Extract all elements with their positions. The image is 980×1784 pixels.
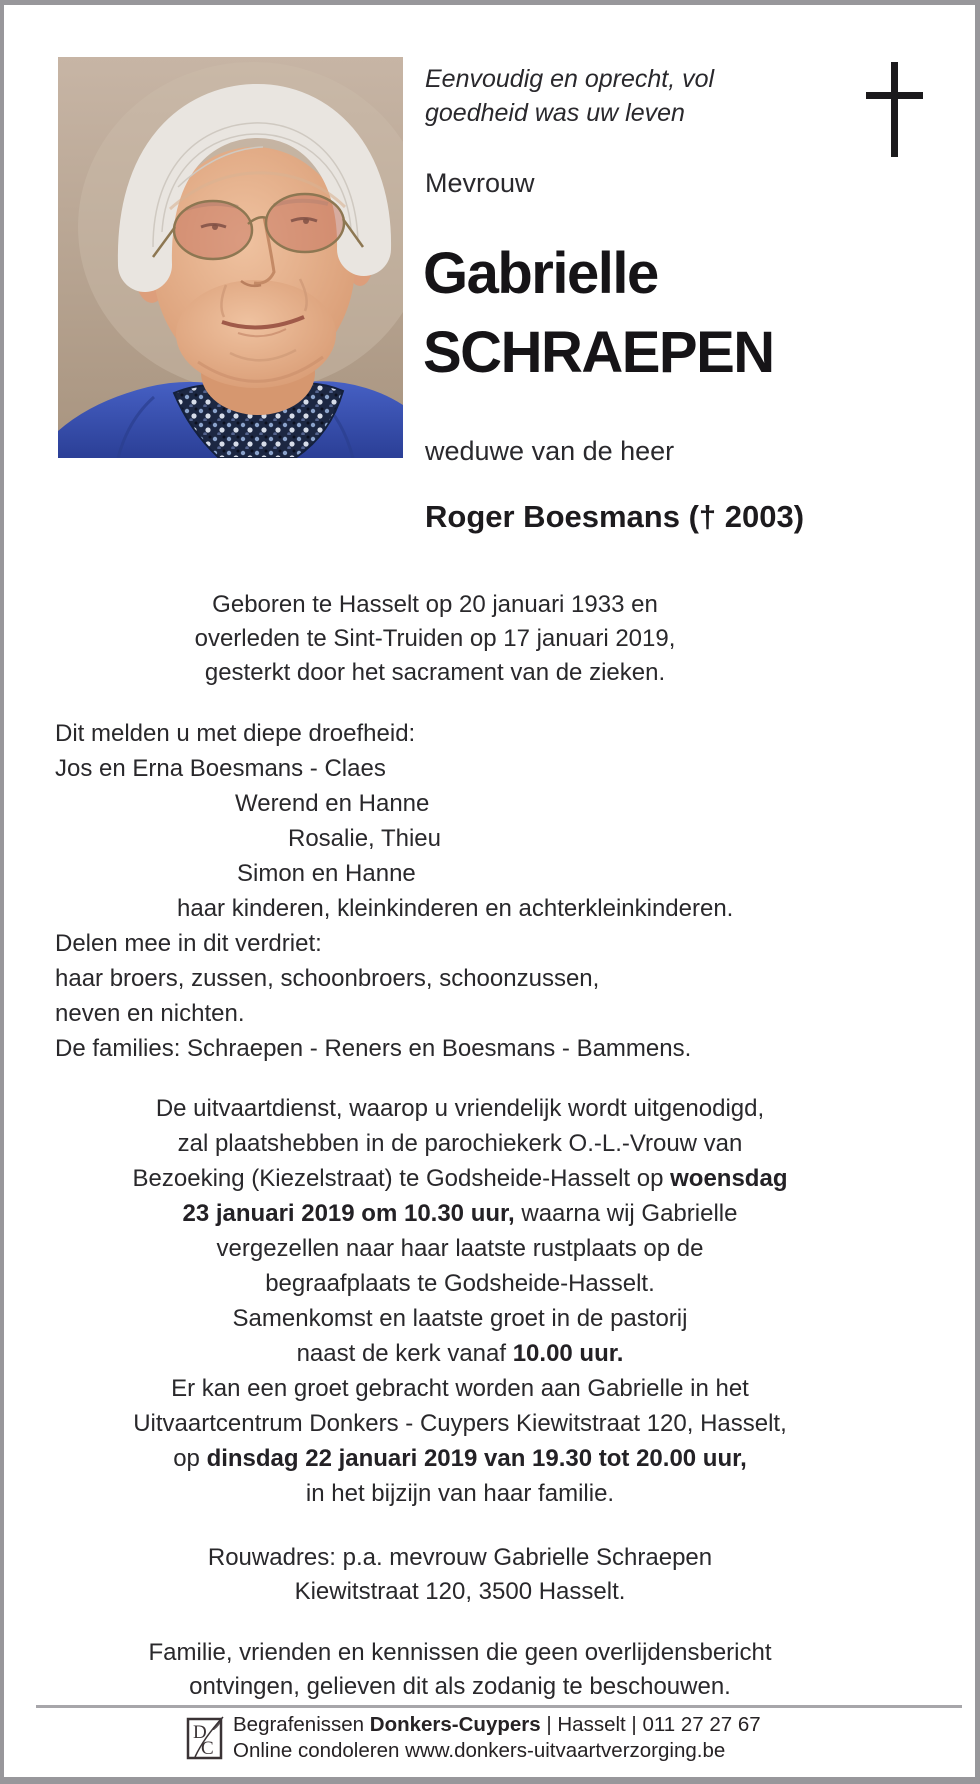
text-line: neven en nichten. [55,1000,245,1027]
text-line: Dit melden u met diepe droefheid: [55,720,416,747]
logo-letter-d: D [193,1722,207,1743]
quote-line: goedheid was uw leven [425,99,685,127]
text-line: De uitvaartdienst, waarop u vriendelijk wordt uitgenodigd, [155,1095,765,1122]
text-line: Geboren te Hasselt op 20 januari 1933 en [212,591,658,618]
text-line: Delen mee in dit verdriet: [55,930,322,957]
text-line: Werend en Hanne [235,790,430,817]
family-announcement-block [55,716,935,1066]
salutation: Mevrouw [425,168,535,198]
text-line: gesterkt door het sacrament van de zieken. [204,659,666,686]
text-line: De families: Schraepen - Reners en Boesmans - Bammens. [55,1035,692,1062]
page-frame-left [0,0,4,1784]
text-line: overleden te Sint-Truiden op 17 januari 2019, [194,625,676,652]
text-line: Online condoleren www.donkers-uitvaartverzorging.be [233,1739,726,1762]
memorial-quote [425,62,714,130]
deceased-name [423,234,774,392]
text-line: Familie, vrienden en kennissen die geen overlijdensbericht [148,1639,772,1666]
text-line: Bezoeking (Kiezelstraat) te Godsheide-Hasselt op woensdag [132,1165,788,1192]
funeral-service-block [35,1091,885,1511]
logo-letter-c: C [201,1738,214,1759]
footer-divider [36,1705,962,1708]
page-frame-right [975,0,980,1784]
text-line: haar broers, zussen, schoonbroers, schoonzussen, [55,965,600,992]
page-frame-bottom [0,1777,980,1784]
text-line: Begrafenissen Donkers-Cuypers | Hasselt | 011 27 27 67 [233,1713,761,1736]
notice-block [35,1636,885,1704]
quote-line: Eenvoudig en oprecht, vol [425,65,715,93]
page-frame-top [0,0,980,5]
deceased-first-name: Gabrielle [423,241,658,306]
text-line: Samenkomst en laatste groet in de pastorij [232,1305,688,1332]
text-line: vergezellen naar haar laatste rustplaats op de [216,1235,704,1262]
deceased-last-name: SCHRAEPEN [423,320,774,385]
text-line: 23 januari 2019 om 10.30 uur, waarna wij Gabrielle [182,1200,738,1227]
text-line: Er kan een groet gebracht worden aan Gabrielle in het [171,1375,749,1402]
birth-death-block [55,588,815,690]
relation-label: weduwe van de heer [425,436,675,466]
text-line: ontvingen, gelieven dit als zodanig te beschouwen. [189,1673,731,1700]
funeral-home-info [233,1712,761,1764]
mourning-address-block [35,1541,885,1609]
portrait-photo [58,57,403,458]
text-line: Rouwadres: p.a. mevrouw Gabrielle Schraepen [207,1544,713,1571]
text-line: Uitvaartcentrum Donkers - Cuypers Kiewitstraat 120, Hasselt, [133,1410,787,1437]
text-line: in het bijzijn van haar familie. [305,1480,615,1507]
text-line: begraafplaats te Godsheide-Hasselt. [265,1270,655,1297]
text-line: zal plaatshebben in de parochiekerk O.-L.-Vrouw van [177,1130,743,1157]
spouse-name: Roger Boesmans († 2003) [425,499,805,534]
text-line: naast de kerk vanaf 10.00 uur. [296,1340,624,1367]
text-line: Simon en Hanne [237,860,416,887]
funeral-home-logo [186,1715,224,1761]
text-line: Kiewitstraat 120, 3500 Hasselt. [294,1578,626,1605]
text-line: Jos en Erna Boesmans - Claes [55,755,386,782]
text-line: Rosalie, Thieu [288,825,441,852]
text-line: op dinsdag 22 januari 2019 van 19.30 tot 20.00 uur, [173,1445,747,1472]
text-line: haar kinderen, kleinkinderen en achterkleinkinderen. [177,895,734,922]
cross-icon [862,60,926,160]
